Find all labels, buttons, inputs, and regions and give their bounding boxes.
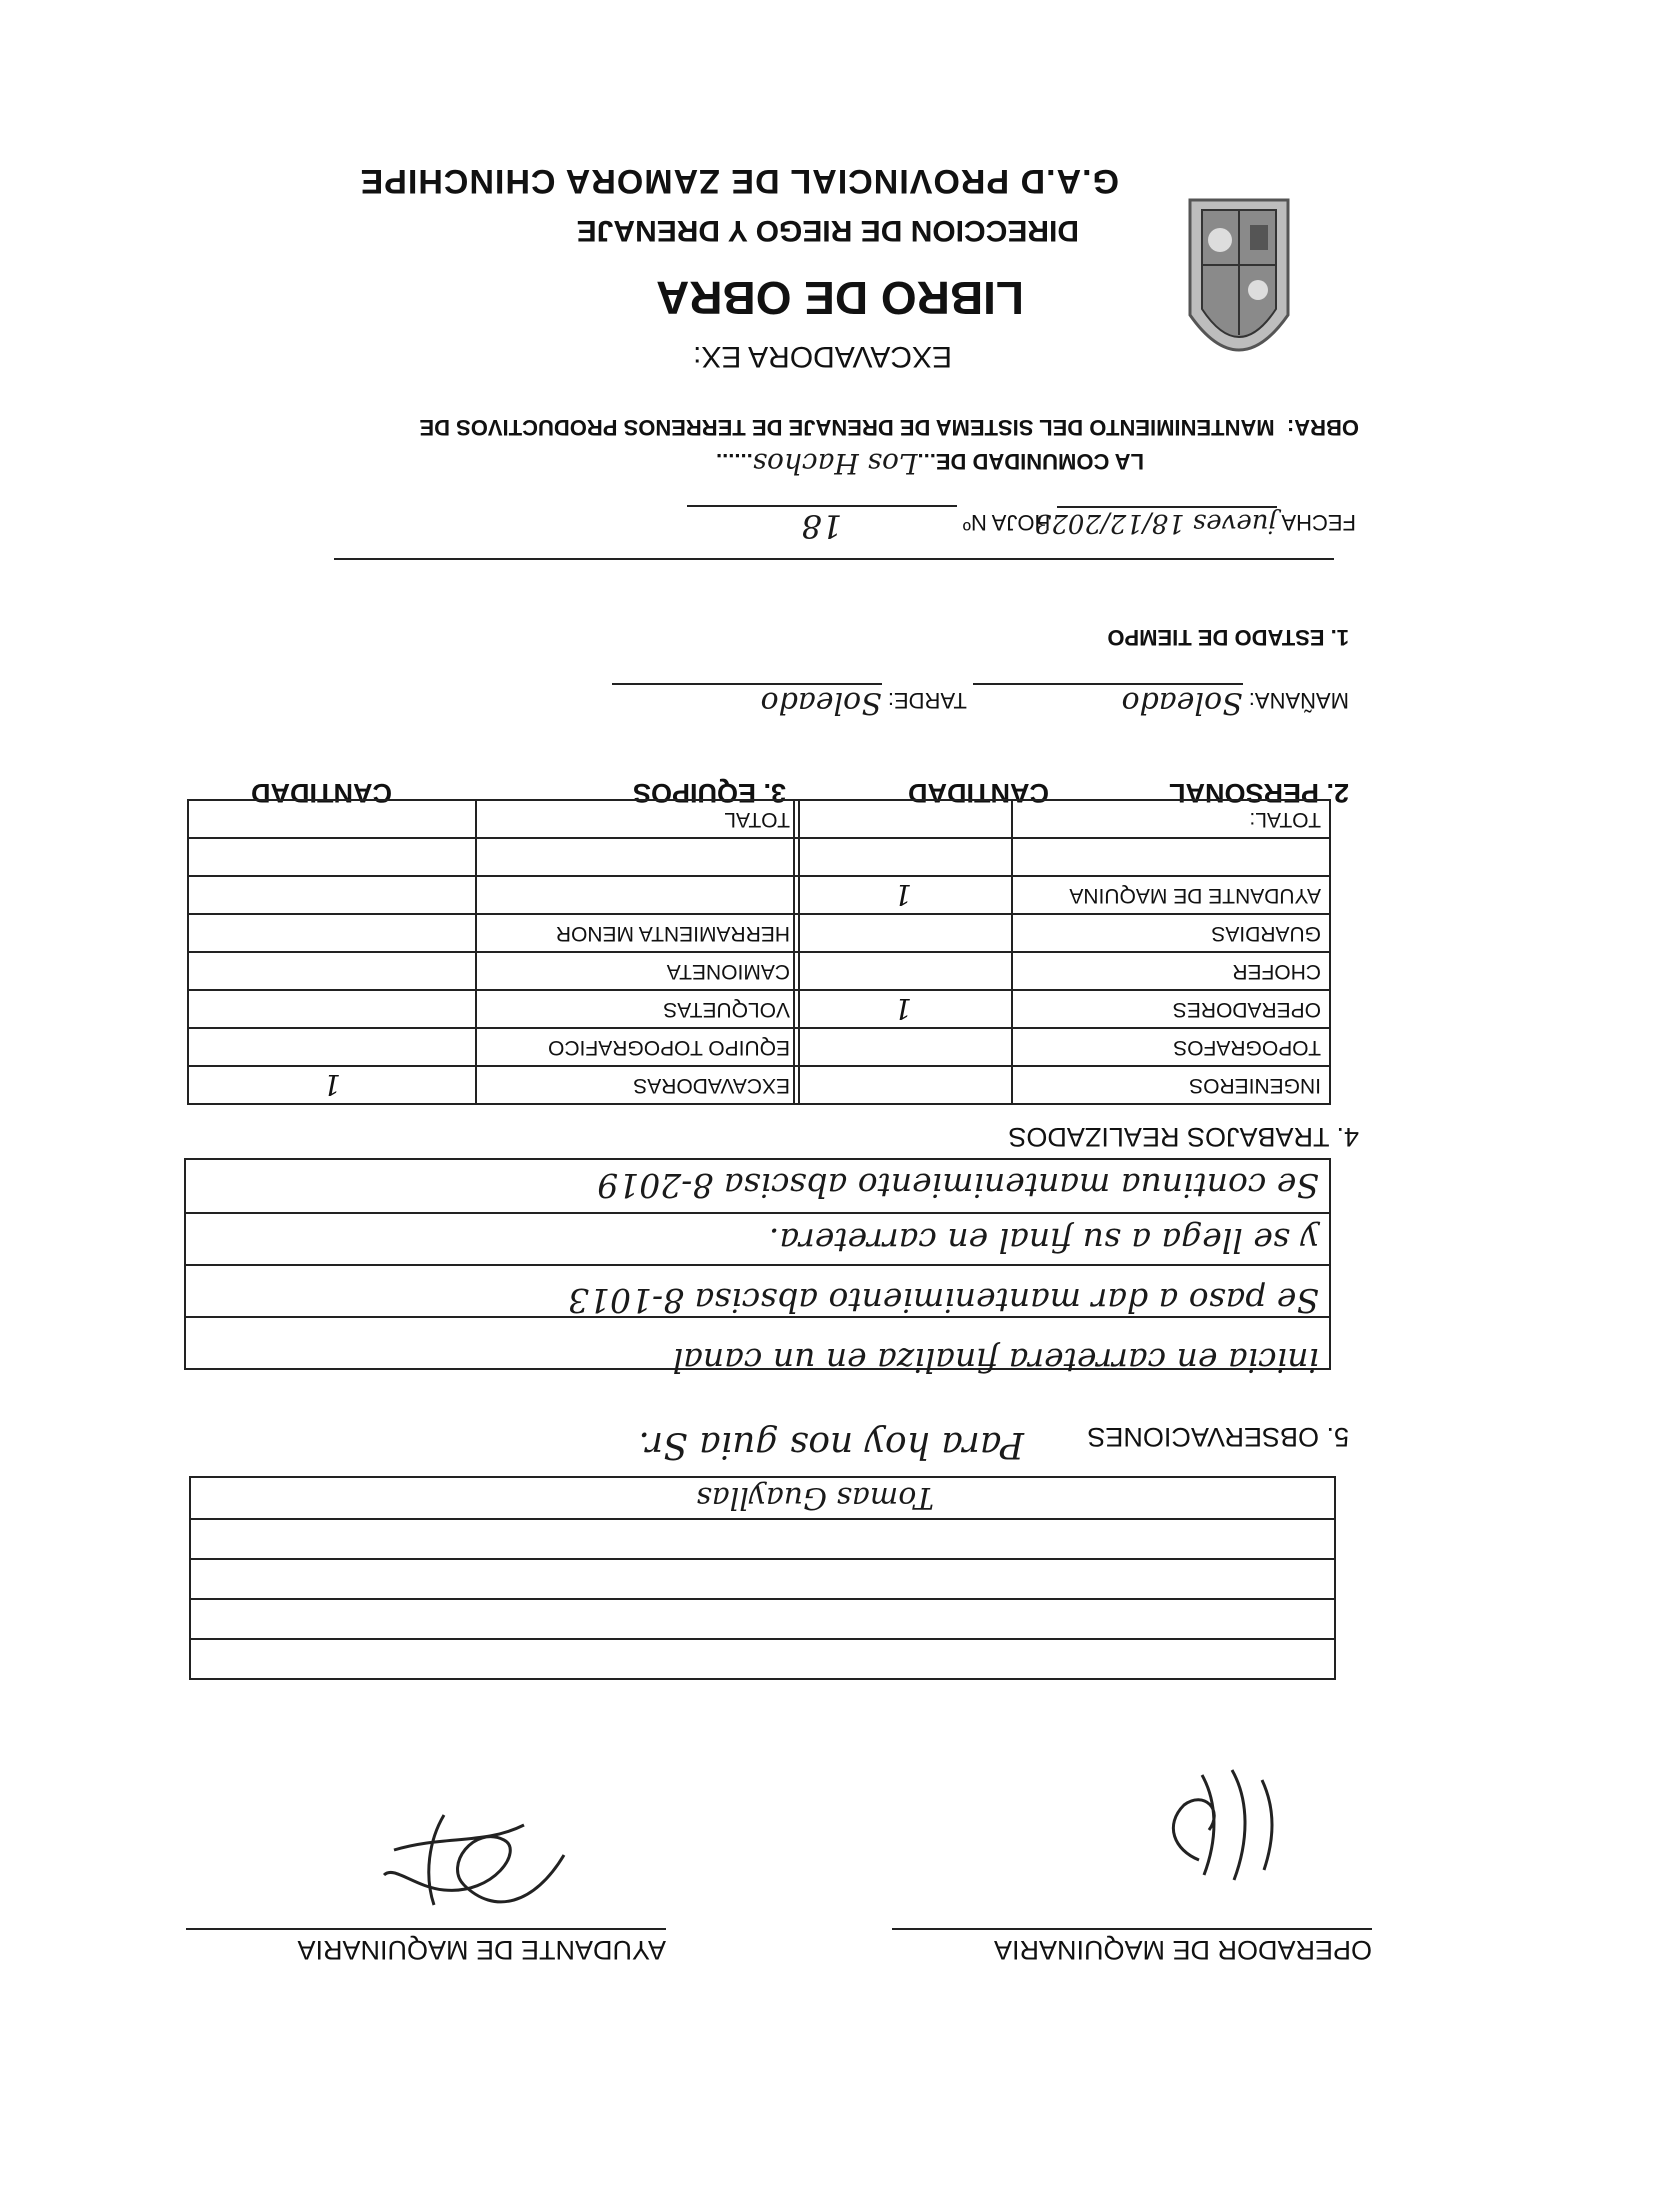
manana-value: Soleado [973,683,1243,720]
personal-row [794,876,1330,914]
equipos-item-quantity [188,990,476,1028]
fecha-underline [334,558,1334,560]
equipos-row [188,800,799,838]
personal-item-quantity [794,838,1012,876]
personal-item-name [1012,838,1330,876]
personal-row [794,800,1330,838]
equipos-row [188,1066,799,1104]
equipos-table [187,799,800,1105]
org-title: G.A.D PROVINCIAL DE ZAMORA CHINCHIPE [359,162,1119,200]
equipos-item-quantity [188,1028,476,1066]
personal-item-quantity [794,914,1012,952]
equipos-item-quantity [188,952,476,990]
personal-item-name: AYUDANTE DE MAQUINA [1012,876,1330,914]
community-label: LA COMUNIDAD DE [935,449,1144,474]
trabajos-line-3: Se paso a dar mantenimiento abscisa 8-1013 [567,1281,1319,1320]
equipos-item-name: VOLQUETAS [476,990,799,1028]
fecha-label: FECHA [1282,510,1356,535]
personal-item-name: CHOFER [1012,952,1330,990]
personal-item-quantity: 1 [794,876,1012,914]
personal-row [794,1066,1330,1104]
manana-label: MAÑANA: [1248,688,1349,713]
equipos-item-quantity [188,876,476,914]
obra-label: OBRA: [1286,415,1359,440]
personal-table [793,799,1331,1105]
obra-line-2: LA COMUNIDAD DE...Los Hachos...... [716,447,1144,480]
equipos-item-name: HERRAMIENTA MENOR [476,914,799,952]
equipos-item-quantity [188,914,476,952]
helper-label: AYUDANTE DE MAQUINARIA [297,1935,666,1965]
fecha-value: jueves 18/12/2023 [1034,508,1277,538]
provincial-seal-logo [1180,195,1298,375]
equipos-row [188,952,799,990]
hoja-value: 18 [687,505,957,545]
personal-item-name: GUARDIAS [1012,914,1330,952]
equipos-row [188,990,799,1028]
obra-line-1 [419,414,1359,440]
equipos-item-name [476,876,799,914]
equipos-row [188,1028,799,1066]
personal-row [794,914,1330,952]
operator-signature [1144,1760,1304,1900]
equipos-row [188,838,799,876]
estado-tiempo-row [612,683,1349,720]
observaciones-line-2: Tomas Guayllas [696,1480,934,1515]
equipos-item-name [476,838,799,876]
equipos-item-name: TOTAL [476,800,799,838]
personal-item-quantity: 1 [794,990,1012,1028]
hoja-label: HOJA Nº [962,510,1051,535]
personal-row [794,838,1330,876]
personal-item-quantity [794,800,1012,838]
trabajos-line-4: inicia en carretera finaliza en un canal [672,1341,1319,1380]
trabajos-line-1: Se continua mantenimiento abscisa 8-2019 [597,1166,1319,1205]
estado-tiempo-title: 1. ESTADO DE TIEMPO [1107,625,1349,650]
equipos-item-name: EQUIPO TOPOGRAFICO [476,1028,799,1066]
equipos-item-quantity [188,838,476,876]
observaciones-title: 5. OBSERVACIONES [1087,1422,1349,1452]
personal-row [794,952,1330,990]
personal-row [794,1028,1330,1066]
trabajos-title: 4. TRABAJOS REALIZADOS [1008,1122,1359,1152]
personal-item-quantity [794,952,1012,990]
personal-item-name: TOPOGRAFOS [1012,1028,1330,1066]
obra-description: MANTENIMIENTO DEL SISTEMA DE DRENAJE DE TERRENOS PRODUCTIVOS DE [419,415,1275,440]
personal-item-quantity [794,1028,1012,1066]
equipos-item-name: EXCAVADORAS [476,1066,799,1104]
operator-label: OPERADOR DE MAQUINARIA [993,1935,1372,1965]
equipos-row [188,876,799,914]
observaciones-line-1: Para hoy nos guia Sr. [638,1424,1024,1465]
personal-title: 2. PERSONAL [1168,778,1349,808]
personal-item-name: INGENIEROS [1012,1066,1330,1104]
book-title: LIBRO DE OBRA [656,272,1024,324]
tarde-value: Soleado [612,683,882,720]
equipos-title: 3. EQUIPOS [632,778,786,808]
personal-item-name: TOTAL: [1012,800,1330,838]
personal-row [794,990,1330,1028]
helper-signature-line [186,1928,666,1930]
equipos-item-quantity: 1 [188,1066,476,1104]
personal-cantidad-label: CANTIDAD [908,778,1049,808]
equipos-item-quantity [188,800,476,838]
personal-item-quantity [794,1066,1012,1104]
fecha-row [687,505,1356,545]
equipos-row [188,914,799,952]
tarde-label: TARDE: [887,688,967,713]
personal-item-name: OPERADORES [1012,990,1330,1028]
equipos-cantidad-label: CANTIDAD [251,778,392,808]
helper-signature [364,1805,584,1935]
machine-label: EXCAVADORA EX: [693,340,952,373]
community-value: Los Hachos [752,447,918,480]
equipos-item-name: CAMIONETA [476,952,799,990]
operator-signature-line [892,1928,1372,1930]
department-title: DIRECCION DE RIEGO Y DRENAJE [576,214,1079,247]
trabajos-line-2: y se llega a su final en carretera. [768,1221,1319,1260]
